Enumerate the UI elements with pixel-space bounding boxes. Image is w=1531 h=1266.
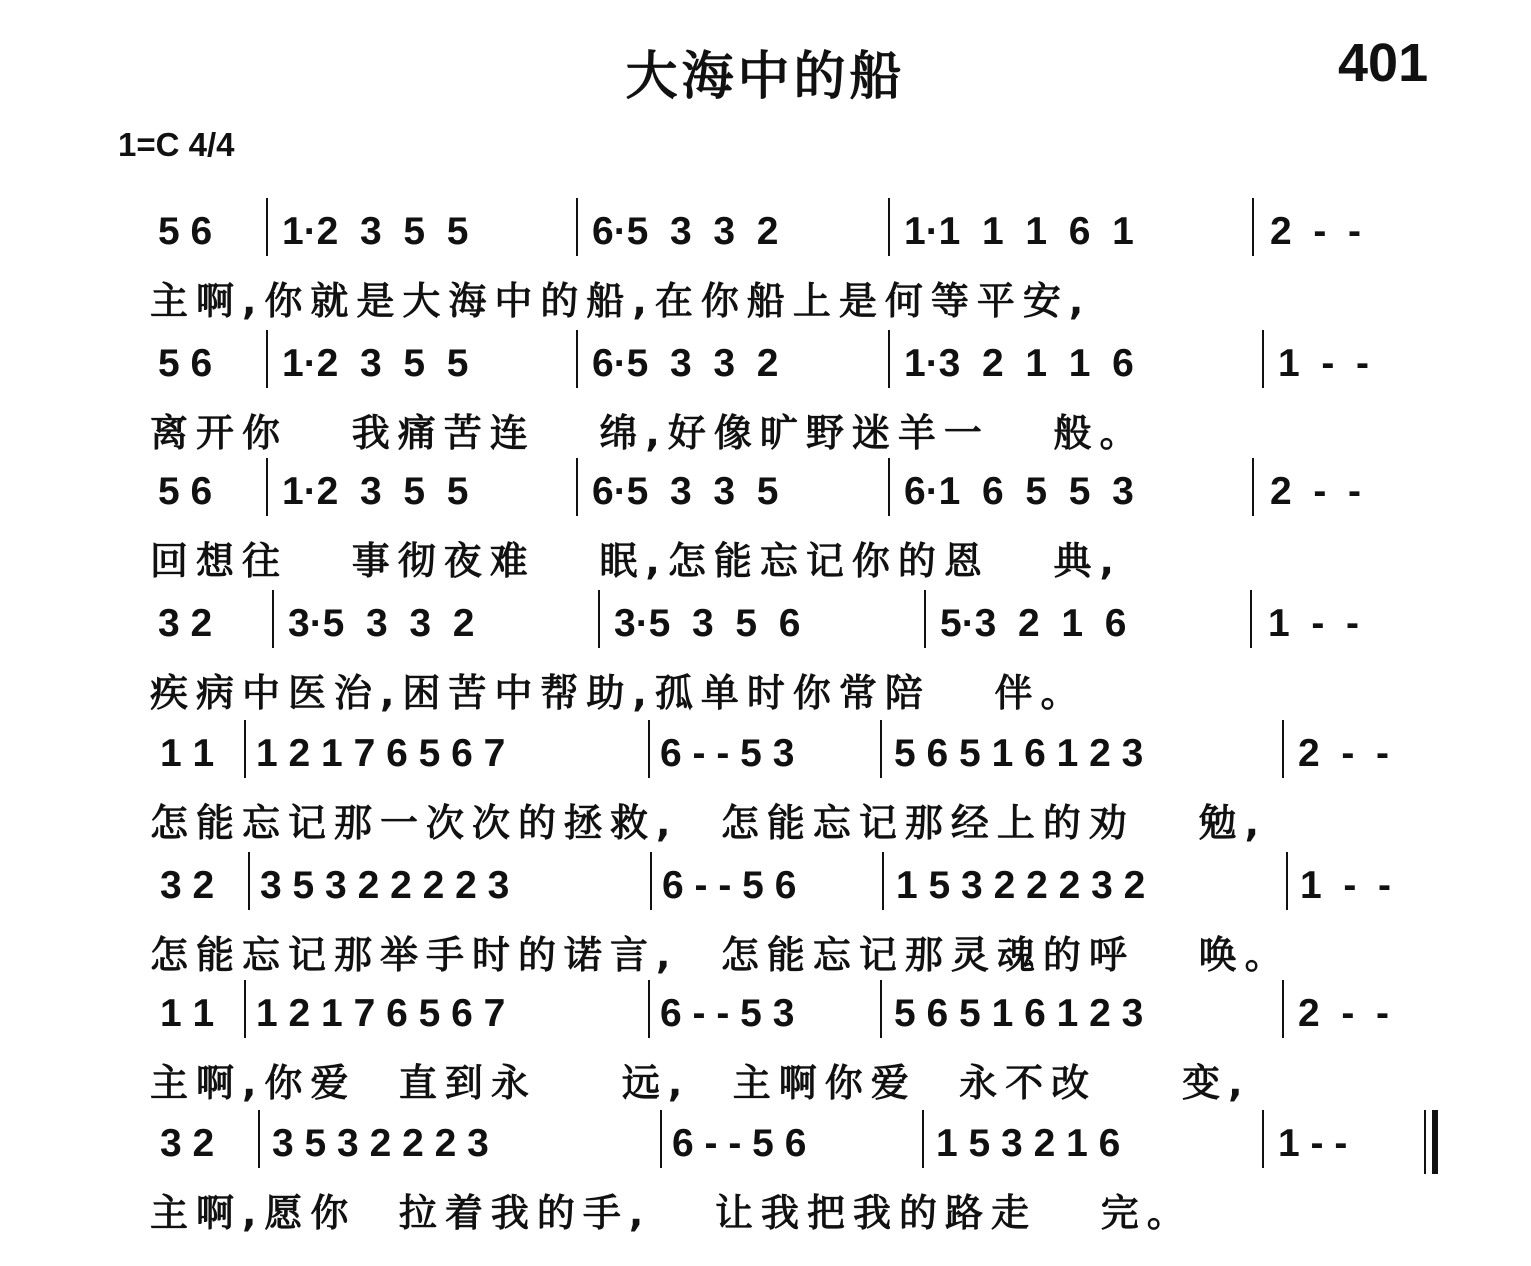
measure-notes: 1 5 3 2 1 6	[936, 1122, 1121, 1165]
bar-line	[1262, 330, 1264, 388]
bar-line	[648, 720, 650, 778]
bar-line	[922, 1110, 924, 1168]
measure-notes: 1·2 3 5 5	[282, 342, 469, 385]
note-line	[0, 1110, 1531, 1186]
bar-line	[266, 198, 268, 256]
measure-notes: 6 - - 5 6	[662, 864, 797, 907]
measure-notes: 3 5 3 2 2 2 2 3	[260, 864, 510, 907]
measure-notes: 6·5 3 3 2	[592, 342, 779, 385]
measure-notes: 5 6	[158, 342, 213, 385]
measure-notes: 1 - -	[1268, 602, 1360, 645]
music-system	[0, 980, 1531, 1110]
measure-notes: 6 - - 5 3	[660, 732, 795, 775]
bar-line	[248, 852, 250, 910]
bar-line	[660, 1110, 662, 1168]
measure-notes: 3 2	[160, 1122, 215, 1165]
measure-notes: 3 5 3 2 2 2 3	[272, 1122, 489, 1165]
music-system	[0, 1110, 1531, 1240]
note-line	[0, 330, 1531, 406]
key-signature: 1=C 4/4	[118, 126, 235, 163]
measure-notes: 5 6 5 1 6 1 2 3	[894, 992, 1144, 1035]
bar-line	[648, 980, 650, 1038]
music-system	[0, 720, 1531, 850]
lyrics-line: 离开你 我痛苦连 绵,好像旷野迷羊一 般。	[150, 411, 1146, 455]
bar-line	[882, 852, 884, 910]
bar-line	[244, 980, 246, 1038]
lyrics-line: 主啊,你爱 直到永 远, 主啊你爱 永不改 变,	[150, 1061, 1251, 1105]
lyrics-line: 主啊,愿你 拉着我的手, 让我把我的路走 完。	[150, 1191, 1193, 1235]
measure-notes: 3·5 3 5 6	[614, 602, 801, 645]
measure-notes: 6·5 3 3 5	[592, 470, 779, 513]
music-system	[0, 198, 1531, 328]
music-system	[0, 458, 1531, 588]
measure-notes: 1·2 3 5 5	[282, 470, 469, 513]
bar-line	[880, 980, 882, 1038]
lyrics-line: 主啊,你就是大海中的船,在你船上是何等平安,	[150, 279, 1092, 323]
note-line	[0, 852, 1531, 928]
bar-line	[244, 720, 246, 778]
bar-line	[1282, 980, 1284, 1038]
lyrics-line: 怎能忘记那举手时的诺言, 怎能忘记那灵魂的呼 唤。	[150, 933, 1291, 977]
bar-line	[1252, 198, 1254, 256]
bar-line	[1282, 720, 1284, 778]
bar-line	[650, 852, 652, 910]
final-bar-line-thin	[1424, 1110, 1426, 1174]
note-line	[0, 458, 1531, 534]
measure-notes: 1·3 2 1 1 6	[904, 342, 1134, 385]
lyrics-line: 疾病中医治,困苦中帮助,孤单时你常陪 伴。	[150, 671, 1087, 715]
music-system	[0, 590, 1531, 720]
measure-notes: 1 1	[160, 992, 215, 1035]
measure-notes: 2 - -	[1270, 210, 1362, 253]
bar-line	[1286, 852, 1288, 910]
measure-notes: 1 - -	[1278, 342, 1370, 385]
measure-notes: 3 2	[160, 864, 215, 907]
measure-notes: 5 6	[158, 210, 213, 253]
measure-notes: 6 - - 5 3	[660, 992, 795, 1035]
measure-notes: 1 1	[160, 732, 215, 775]
measure-notes: 1·1 1 1 6 1	[904, 210, 1134, 253]
bar-line	[888, 330, 890, 388]
measure-notes: 1 2 1 7 6 5 6 7	[256, 992, 506, 1035]
bar-line	[576, 198, 578, 256]
bar-line	[1252, 458, 1254, 516]
note-line	[0, 980, 1531, 1056]
measure-notes: 5·3 2 1 6	[940, 602, 1127, 645]
music-system	[0, 852, 1531, 982]
measure-notes: 6·1 6 5 5 3	[904, 470, 1134, 513]
bar-line	[1262, 1110, 1264, 1168]
measure-notes: 6·5 3 3 2	[592, 210, 779, 253]
bar-line	[272, 590, 274, 648]
measure-notes: 1 - -	[1300, 864, 1392, 907]
bar-line	[266, 458, 268, 516]
measure-notes: 6 - - 5 6	[672, 1122, 807, 1165]
lyrics-line: 怎能忘记那一次次的拯救, 怎能忘记那经上的劝 勉,	[150, 801, 1268, 845]
music-system	[0, 330, 1531, 460]
bar-line	[888, 198, 890, 256]
measure-notes: 1 2 1 7 6 5 6 7	[256, 732, 506, 775]
bar-line	[924, 590, 926, 648]
measure-notes: 1 5 3 2 2 2 3 2	[896, 864, 1146, 907]
measure-notes: 1 - -	[1278, 1122, 1348, 1165]
bar-line	[1250, 590, 1252, 648]
measure-notes: 2 - -	[1298, 732, 1390, 775]
bar-line	[598, 590, 600, 648]
bar-line	[880, 720, 882, 778]
measure-notes: 3 2	[158, 602, 213, 645]
note-line	[0, 590, 1531, 666]
measure-notes: 2 - -	[1298, 992, 1390, 1035]
bar-line	[576, 330, 578, 388]
note-line	[0, 720, 1531, 796]
measure-notes: 5 6 5 1 6 1 2 3	[894, 732, 1144, 775]
hymn-title: 大海中的船	[625, 47, 906, 107]
hymn-number: 401	[1338, 33, 1429, 93]
lyrics-line: 回想往 事彻夜难 眠,怎能忘记你的恩 典,	[150, 539, 1122, 583]
measure-notes: 3·5 3 3 2	[288, 602, 475, 645]
bar-line	[576, 458, 578, 516]
note-line	[0, 198, 1531, 274]
bar-line	[266, 330, 268, 388]
measure-notes: 1·2 3 5 5	[282, 210, 469, 253]
final-bar-line-thick	[1432, 1110, 1438, 1174]
measure-notes: 2 - -	[1270, 470, 1362, 513]
bar-line	[258, 1110, 260, 1168]
bar-line	[888, 458, 890, 516]
measure-notes: 5 6	[158, 470, 213, 513]
